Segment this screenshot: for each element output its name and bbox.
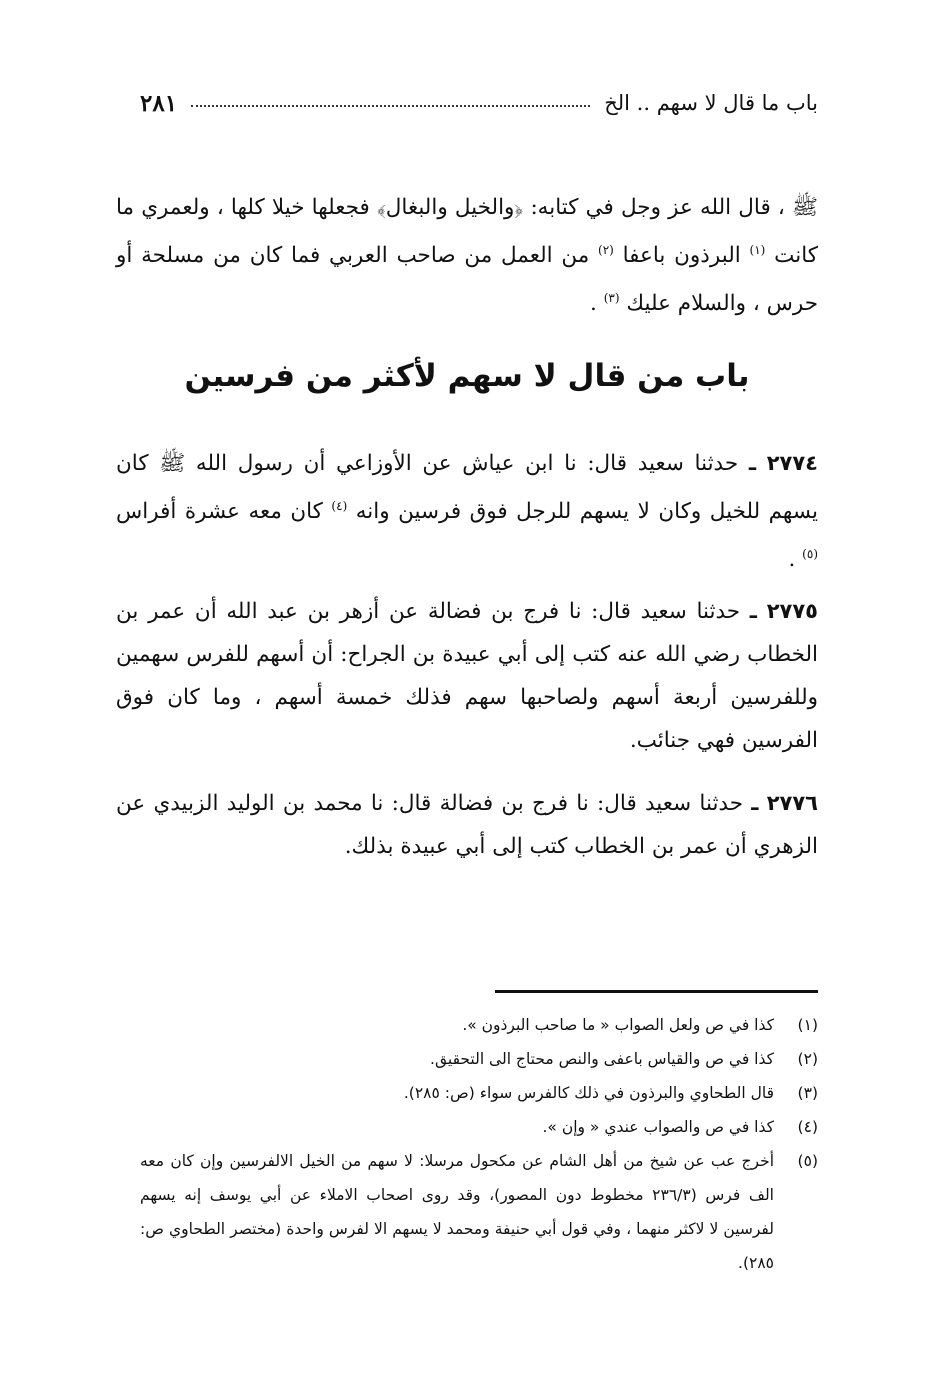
hadith-text-2: كان معه عشرة أفراس xyxy=(116,499,323,525)
footnote-number: (٢) xyxy=(797,1050,818,1068)
footnote-item xyxy=(140,1076,818,1110)
intro-text-2: البرذون باعفا xyxy=(622,243,741,269)
hadith-text: حدثنا سعيد قال: نا ابن عياش عن الأوزاعي أن رسول الله ﷺ كان يسهم للخيل وكان لا يسهم للرجل فوق فرسين وانه xyxy=(116,451,818,525)
footnote-ref-3: (٣) xyxy=(603,291,620,306)
footnote-text: كذا في ص والصواب عندي « وإن ». xyxy=(542,1118,774,1136)
hadith-paragraph xyxy=(116,442,818,581)
hadith-text-3: . xyxy=(788,547,796,573)
intro-text: ﷺ ، قال الله عز وجل في كتابه: ﴿والخيل والبغال﴾ فجعلها خيلا كلها ، ولعمري ما كانت xyxy=(116,195,818,269)
footnote-ref-1: (١) xyxy=(749,243,766,257)
footnote-number: (١) xyxy=(797,1016,818,1034)
footnote-item xyxy=(140,1008,818,1042)
hadith-text: حدثنا سعيد قال: نا فرج بن فضالة عن أزهر بن عبد الله أن عمر بن الخطاب رضي الله عنه كتب إلى أبي عبيدة بن الجراح: أن أسهم للفرس سهمين وللفرسين أربعة أسهم ولصاحبها سهم فذلك خمسة أسهم ، وما كان فوق الفرسين فهي جنائب. xyxy=(116,599,818,753)
chapter-heading: باب من قال لا سهم لأكثر من فرسين xyxy=(184,358,750,394)
footnotes xyxy=(140,1008,818,1280)
hadith-dash: ـ xyxy=(748,451,757,475)
running-head xyxy=(140,86,818,120)
intro-text-4: . xyxy=(590,291,597,317)
hadith-dash: ـ xyxy=(751,791,759,815)
footnote-ref-5: (٥) xyxy=(802,547,818,562)
footnote-ref-4: (٤) xyxy=(331,499,348,513)
hadith-paragraph xyxy=(116,782,818,868)
footnote-number: (٤) xyxy=(797,1118,818,1136)
intro-paragraph xyxy=(116,186,818,325)
footnote-text: قال الطحاوي والبرذون في ذلك كالفرس سواء (ص: ٢٨٥). xyxy=(403,1084,774,1102)
footnote-separator xyxy=(495,990,818,993)
footnote-item xyxy=(140,1110,818,1144)
footnote-number: (٥) xyxy=(797,1152,818,1170)
footnote-text: أخرج عب عن شيخ من أهل الشام عن مكحول مرسلا: لا سهم من الخيل الالفرسين وإن كان معه الف فرس (٢٣٦/٣ مخطوط دون المصور)، وقد روى اصحاب الاملاء عن أبي يوسف إنه يسهم لفرسين لا لاكثر منهما ، وفي قول أبي حنيفة ومحمد لا يسهم الا لفرس واحدة (مختصر الطحاوي ص: ٢٨٥). xyxy=(140,1152,774,1272)
footnote-text: كذا في ص ولعل الصواب « ما صاحب البرذون ». xyxy=(462,1016,774,1034)
intro-text-3: من العمل من صاحب العربي فما كان من مسلحة أو حرس ، والسلام عليك xyxy=(116,243,818,317)
footnote-item xyxy=(140,1042,818,1076)
hadith-paragraph xyxy=(116,590,818,762)
hadith-text: حدثنا سعيد قال: نا فرج بن فضالة قال: نا محمد بن الوليد الزبيدي عن الزهري أن عمر بن الخطاب كتب إلى أبي عبيدة بذلك. xyxy=(116,791,818,859)
footnote-number: (٣) xyxy=(797,1084,818,1102)
page-number: ٢٨١ xyxy=(140,89,178,117)
hadith-number: ٢٧٧٦ xyxy=(766,791,819,815)
hadith-number: ٢٧٧٥ xyxy=(766,599,818,623)
footnote-text: كذا في ص والقياس باعفى والنص محتاج الى التحقيق. xyxy=(430,1050,774,1068)
footnote-item xyxy=(140,1144,818,1280)
hadith-dash: ـ xyxy=(749,599,757,623)
footnote-ref-2: (٢) xyxy=(598,243,614,257)
hadith-number: ٢٧٧٤ xyxy=(766,451,818,475)
dotted-leader xyxy=(191,105,590,107)
running-head-title: باب ما قال لا سهم .. الخ xyxy=(604,91,818,115)
